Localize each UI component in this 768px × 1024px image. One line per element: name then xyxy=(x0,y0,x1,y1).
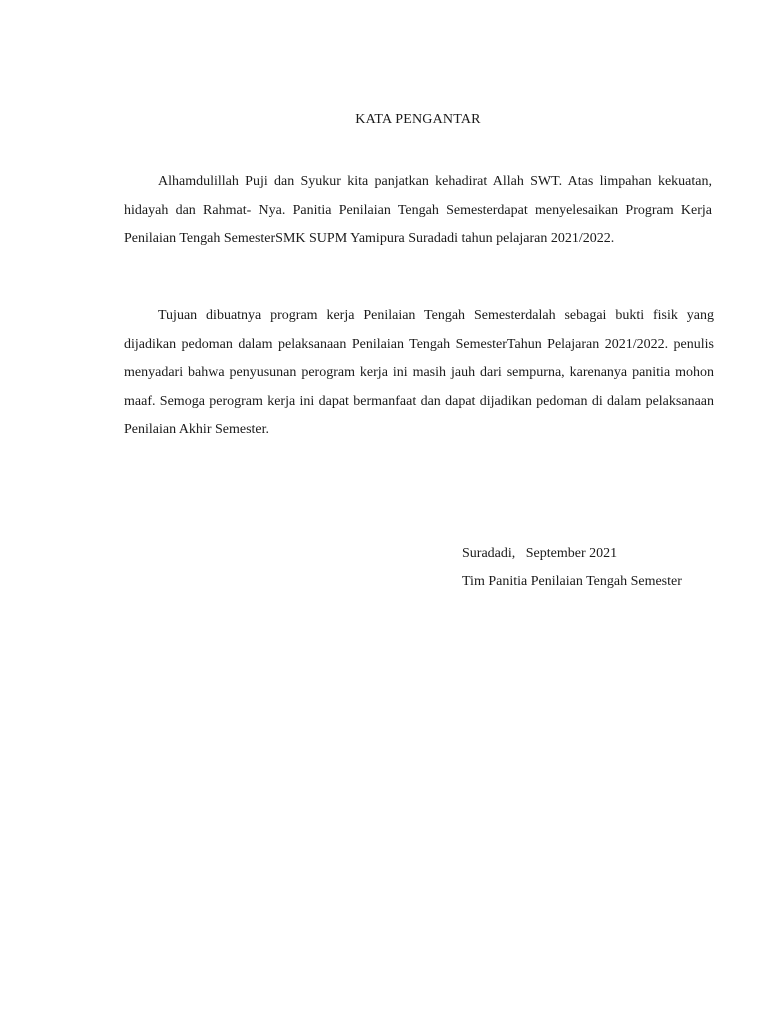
paragraph-opening: Alhamdulillah Puji dan Syukur kita panjatkan kehadirat Allah SWT. Atas limpahan kekuatan, hidayah dan Rahmat- Nya. Panitia Penilaian Tengah Semesterdapat menyelesaikan Program Kerja Penilaian Tengah SemesterSMK SUPM Yamipura Suradadi tahun pelajaran 2021/2022. xyxy=(124,174,712,247)
signature-place-date: Suradadi, September 2021 xyxy=(462,546,618,561)
signature-signer: Tim Panitia Penilaian Tengah Semester xyxy=(462,574,682,589)
title-text: KATA PENGANTAR xyxy=(355,112,481,127)
page-title xyxy=(0,112,768,128)
paragraph-purpose: Tujuan dibuatnya program kerja Penilaian Tengah Semesterdalah sebagai bukti fisik yang dijadikan pedoman dalam pelaksanaan Penilaian Tengah SemesterTahun Pelajaran 2021/2022. penulis menyadari bahwa penyusunan perogram kerja ini masih jauh dari sempurna, karenanya panitia mohon maaf. Semoga perogram kerja ini dapat bermanfaat dan dapat dijadikan pedoman di dalam pelaksanaan Penilaian Akhir Semester. xyxy=(124,308,714,438)
